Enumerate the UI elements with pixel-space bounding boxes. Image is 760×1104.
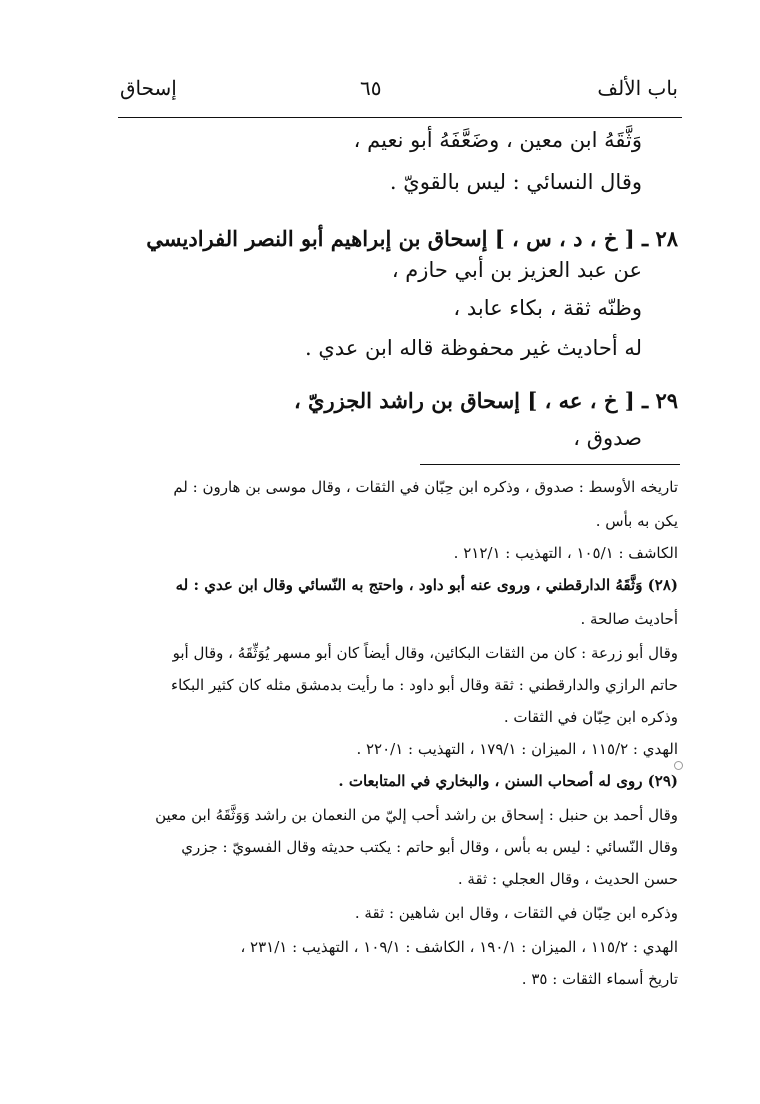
margin-mark — [674, 761, 683, 770]
chapter-title: باب الألف — [597, 76, 678, 100]
entry-running-head: إسحاق — [120, 76, 177, 100]
footnote-line: وقال النّسائي : ليس به بأس ، وقال أبو حاتم : يكتب حديثه وقال الفسويّ : جزري — [181, 838, 678, 856]
footnote-line: وذكره ابن حِبّان في الثقات ، وقال ابن شاهين : ثقة . — [354, 904, 678, 922]
footnote-line: وقال أبو زرعة : كان من الثقات البكائين، وقال أيضاً كان أبو مسهر يُوَثِّقَهُ ، وقال أبو — [172, 644, 678, 662]
footnote-rule — [420, 464, 680, 465]
footnote-line: وذكره ابن حِبّان في الثقات . — [503, 708, 678, 726]
footnote-line: حاتم الرازي والدارقطني : ثقة وقال أبو داود : ما رأيت بدمشق مثله كان كثير البكاء — [171, 676, 678, 694]
main-line: وقال النسائي : ليس بالقويّ . — [389, 170, 642, 194]
main-line: وظنّه ثقة ، بكاء عابد ، — [453, 296, 642, 320]
footnote-line: حسن الحديث ، وقال العجلي : ثقة . — [457, 870, 678, 888]
footnote-line: أحاديث صالحة . — [580, 610, 678, 628]
main-line: عن عبد العزيز بن أبي حازم ، — [391, 258, 642, 282]
entry-heading: ٢٩ ـ [ خ ، عه ، ] إسحاق بن راشد الجزريّ ، — [293, 388, 678, 413]
footnote-line: الكاشف : ١٠٥/١ ، التهذيب : ٢١٢/١ . — [453, 544, 678, 562]
footnote-line: (٢٨) وَثَّقَهُ الدارقطني ، وروى عنه أبو داود ، واحتج به النّسائي وقال ابن عدي : له — [175, 576, 678, 594]
header-rule — [118, 117, 682, 118]
footnote-line: الهدي : ١١٥/٢ ، الميزان : ١٧٩/١ ، التهذيب : ٢٢٠/١ . — [356, 740, 678, 758]
main-line: صدوق ، — [573, 426, 642, 450]
footnote-line: الهدي : ١١٥/٢ ، الميزان : ١٩٠/١ ، الكاشف : ١٠٩/١ ، التهذيب : ٢٣١/١ ، — [240, 938, 678, 956]
footnote-line: (٢٩) روى له أصحاب السنن ، والبخاري في المتابعات . — [338, 772, 678, 790]
main-line: وَثَّقَهُ ابن معين ، وضَعَّفَهُ أبو نعيم ، — [353, 128, 642, 152]
footnote-line: تاريخ أسماء الثقات : ٣٥ . — [521, 970, 678, 988]
entry-heading: ٢٨ ـ [ خ ، د ، س ، ] إسحاق بن إبراهيم أبو النصر الفراديسي — [146, 226, 678, 251]
main-line: له أحاديث غير محفوظة قاله ابن عدي . — [305, 336, 642, 360]
footnote-line: يكن به بأس . — [595, 512, 678, 530]
footnote-line: تاريخه الأوسط : صدوق ، وذكره ابن حِبّان في الثقات ، وقال موسى بن هارون : لم — [173, 478, 678, 496]
page-number: ٦٥ — [360, 76, 382, 100]
footnote-line: وقال أحمد بن حنبل : إسحاق بن راشد أحب إليّ من النعمان بن راشد وَوَثَّقَهُ ابن معين — [155, 806, 678, 824]
